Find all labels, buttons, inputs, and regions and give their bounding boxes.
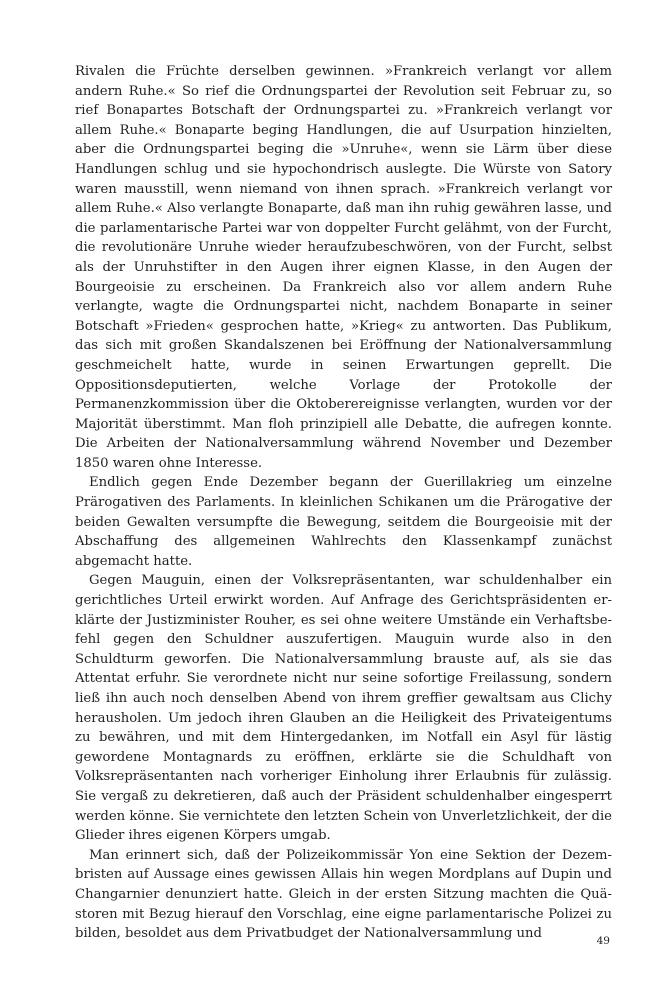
paragraph-3: Gegen Mauguin, einen der Volksrepräsentanten, war schuldenhalber ein gerichtliches Urteil erwirkt worden. Auf Anfrage des Gerichtspräsidenten erklärte der Justizminister Rouher, es sei ohne weitere Umstände ein Verhaftsbefehl gegen den Schuldner auszufertigen. Mauguin wurde also in den Schuldturm geworfen. Die Nationalversammlung brauste auf, als sie das Attentat erfuhr. Sie verordnete nicht nur seine sofortige Freilassung, sondern ließ ihn auch noch denselben Abend von ihrem greffier gewaltsam aus Clichy herausholen. Um jedoch ihren Glauben an die Heiligkeit des Privateigentums zu bewähren, und mit dem Hintergedanken, im Notfall ein Asyl für lästig gewordene Montagnards zu eröffnen, erklärte sie die Schuldhaft von Volksrepräsentanten nach vorheriger Einholung ihrer Erlaubnis für zulässig. Sie vergaß zu dekretieren, daß auch der Präsident schuldenhalber eingesperrt werden könne. Sie vernichtete den letzten Schein von Unverletzlichkeit, der die Glieder ihres eigenen Körpers umgab.	[75, 573, 612, 844]
page-body	[75, 62, 612, 942]
paragraph-1: Rivalen die Früchte derselben gewinnen. »Frankreich verlangt vor allem andern Ruhe.« So rief die Ordnungspartei der Revolution seit Februar zu, so rief Bonapartes Botschaft der Ordnungspartei zu. »Frankreich verlangt vor allem Ruhe.« Bonaparte beging Handlungen, die auf Usurpation hinzielten, aber die Ordnungspartei beging die »Unruhe«, wenn sie Lärm über diese Handlungen schlug und sie hypochondrisch auslegte. Die Würste von Satory waren mausstill, wenn niemand von ihnen sprach. »Frankreich verlangt vor allem Ruhe.« Also verlangte Bonaparte, daß man ihn ruhig gewähren lasse, und die parlamentarische Partei war von doppelter Furcht gelähmt, von der Furcht, die revolutionäre Unruhe wieder heraufzubeschwören, von der Furcht, selbst als der Unruhstifter in den Augen ihrer eignen Klasse, in den Augen der Bourgeoisie zu erscheinen. Da Frankreich also vor allem andern Ruhe verlangte, wagte die Ordnungspartei nicht, nachdem Bonaparte in seiner Botschaft »Frieden« gesprochen hatte, »Krieg« zu antworten. Das Publikum, das sich mit großen Skandalszenen bei Eröffnung der Nationalversammlung geschmeichelt hatte, wurde in seinen Erwartungen geprellt. Die Oppositionsdeputierten, welche Vorlage der Protokolle der Permanenzkommission über die Oktoberereignisse verlangten, wurden vor der Majorität überstimmt. Man floh prinzipiell alle Debatte, die aufregen konnte. Die Arbeiten der Nationalversammlung während November und Dezember 1850 waren ohne Interesse.	[75, 64, 612, 471]
paragraph-4: Man erinnert sich, daß der Polizeikommissär Yon eine Sektion der Dezembristen auf Aussage eines gewissen Allais hin wegen Mordplans auf Dupin und Changarnier denunziert hatte. Gleich in der ersten Sitzung machten die Quästoren mit Bezug hierauf den Vorschlag, eine eigne parlamentarische Polizei zu bilden, besoldet aus dem Privatbudget der Nationalversammlung und	[75, 847, 612, 942]
paragraph-2: Endlich gegen Ende Dezember begann der Guerillakrieg um einzelne Prärogativen des Parlaments. In kleinlichen Schikanen um die Prärogative der beiden Gewalten versumpfte die Bewegung, seitdem die Bourgeoisie mit der Abschaffung des allgemeinen Wahlrechts den Klassenkampf zunächst abgemacht hatte.	[75, 475, 612, 569]
page-number: 49	[596, 935, 610, 947]
